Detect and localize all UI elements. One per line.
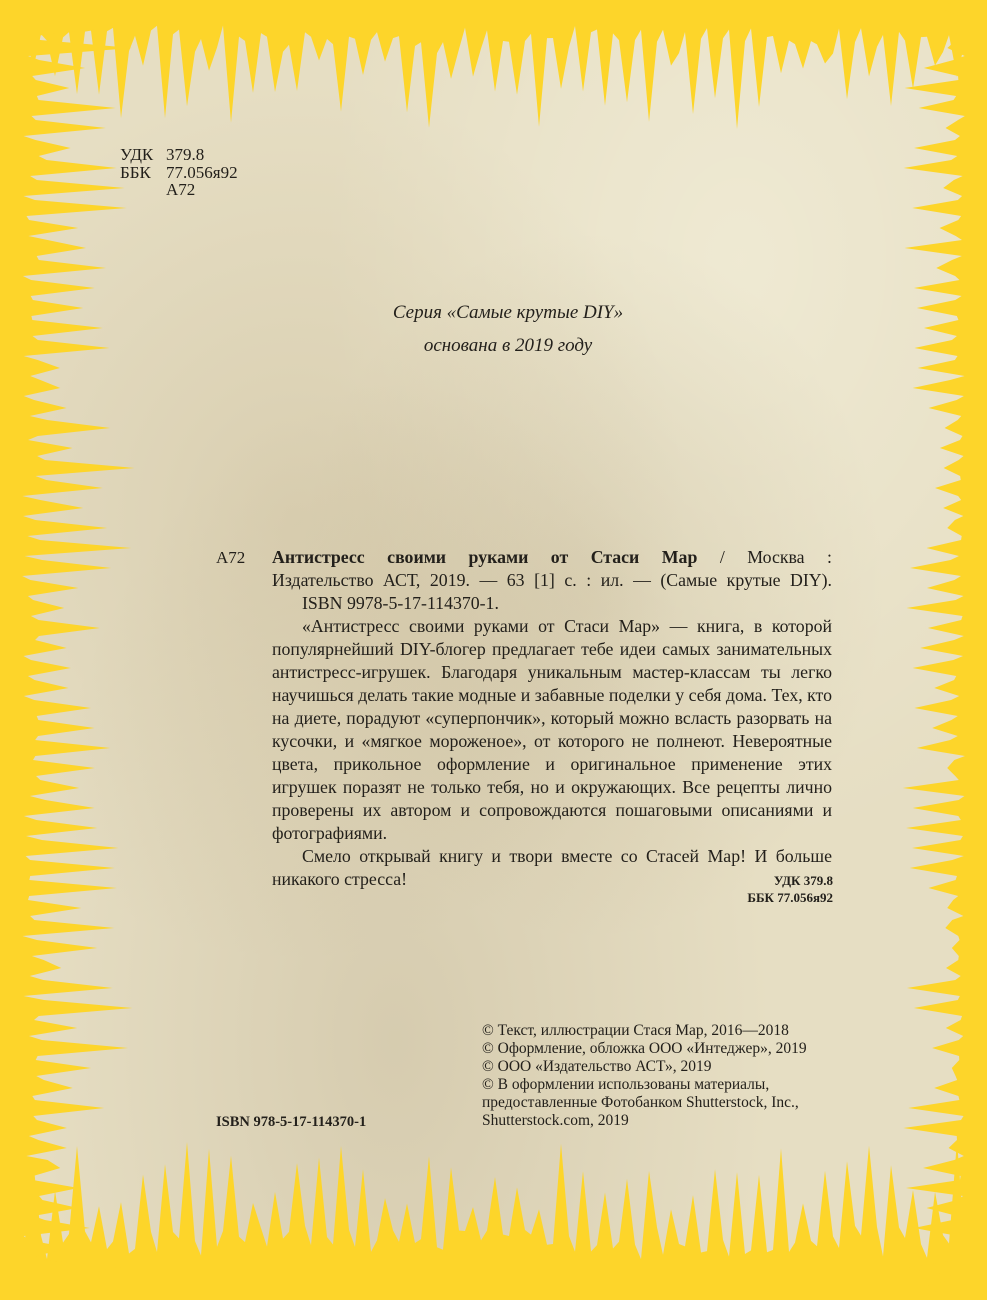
record-imprint-start: / Москва : (697, 547, 832, 567)
author-mark: А72 (166, 180, 196, 199)
classification-codes-bottom (747, 872, 833, 906)
series-founded: основана в 2019 году (423, 335, 593, 356)
udk-label: УДК (120, 145, 154, 164)
series-title: Серия «Самые крутые DIY» (392, 302, 624, 323)
record-isbn: ISBN 9978-5-17-114370-1. (302, 593, 499, 613)
bbk-code: ББК 77.056я92 (747, 890, 833, 905)
udk-code: УДК 379.8 (773, 873, 833, 888)
record-title-line (272, 546, 832, 569)
record-index: А72 (216, 548, 246, 567)
record-annotation: «Антистресс своими руками от Стаси Мар» — книга, в которой популярнейший DIY-блогер предлагает тебе идеи самых занимательных антистресс-игрушек. Благодаря уникальным мастер-классам ты легко научишься делать такие модные и забавные поделки у себя дома. Тех, кто на диете, порадуют «суперпончик», который можно всласть разорвать на кусочки, и «мягкое мороженое», от которого не полнеют. Невероятные цвета, прикольное оформление и оригинальное применение этих игрушек поразят не только тебя, но и окружающих. Все рецепты лично проверены их автором и сопровождаются пошаговыми описаниями и фотографиями. (272, 616, 832, 843)
copyright-line: предоставленные Фотобанком Shutterstock, Inc., (482, 1094, 799, 1111)
record-closing: Смело открывай книгу и твори вместе со Стасей Мар! И больше никакого стресса! (272, 846, 832, 889)
bbk-value: 77.056я92 (166, 162, 238, 182)
record-imprint-line: Издательство АСТ, 2019. — 63 [1] с. : ил. — (Самые крутые DIY). (272, 570, 832, 590)
isbn-footer: ISBN 978-5-17-114370-1 (216, 1114, 367, 1130)
bbk-label: ББК (120, 162, 151, 182)
copyright-line: © Оформление, обложка ООО «Интеджер», 2019 (482, 1040, 807, 1057)
record-title: Антистресс своими руками от Стаси Мар (272, 547, 698, 567)
classification-codes-top (120, 146, 238, 199)
copyright-line: Shutterstock.com, 2019 (482, 1112, 629, 1129)
copyright-line: © Текст, иллюстрации Стася Мар, 2016—2018 (482, 1022, 789, 1039)
bibliographic-record (272, 546, 832, 891)
copyright-line: © ООО «Издательство АСТ», 2019 (482, 1058, 712, 1075)
udk-value: 379.8 (166, 145, 205, 164)
copyright-block (482, 1022, 807, 1130)
copyright-line: © В оформлении использованы материалы, (482, 1076, 770, 1093)
